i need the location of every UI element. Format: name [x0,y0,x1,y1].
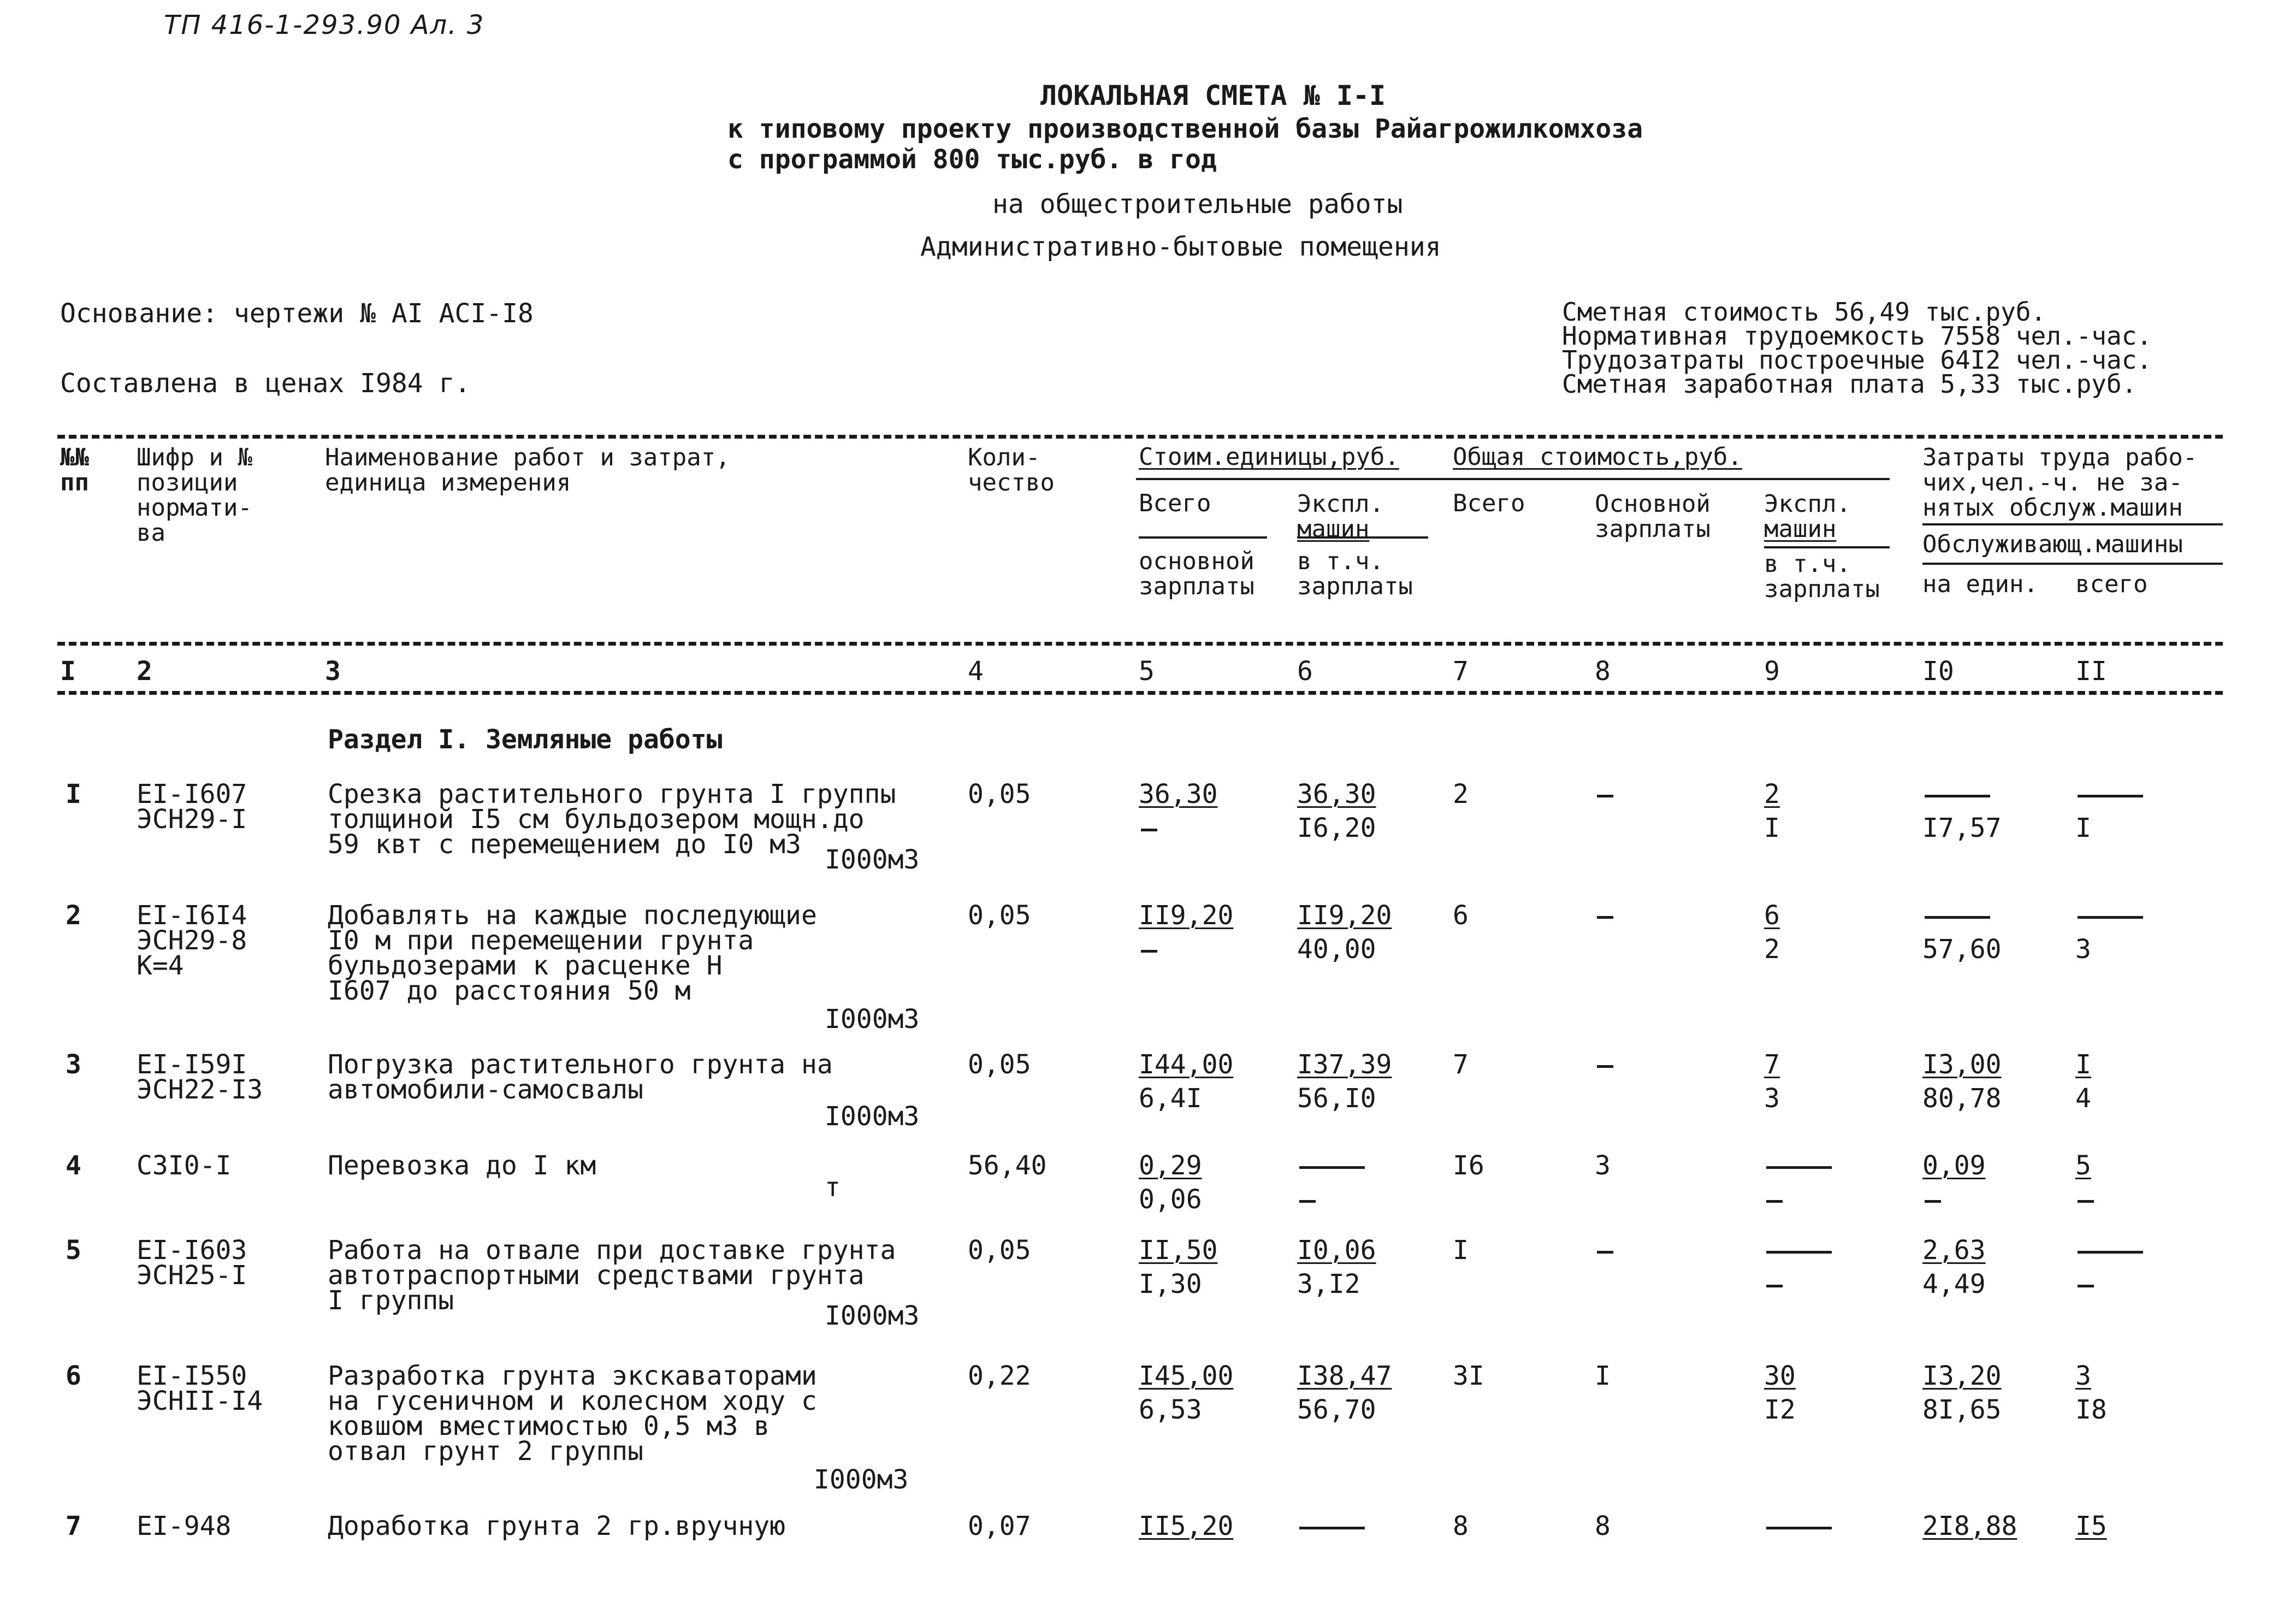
row-unit-cost-machines-dash [1299,1527,1365,1529]
row-qty: 0,07 [968,1511,1031,1541]
row-unit: I000м3 [825,844,920,875]
row-total-machine-wages-dash [1766,1200,1783,1203]
header-c8: Основной зарплаты [1595,490,1711,543]
row-labor-total-machines: 4 [2075,1083,2091,1114]
header-num: №№ пп [60,444,89,497]
row-labor-total-machines-dash [2078,1200,2094,1203]
row-qty: 56,40 [968,1150,1047,1181]
row-labor-total-machines: 3 [2075,934,2091,965]
row-code: ЕI-I59I [137,1049,247,1080]
row-number: 7 [66,1511,81,1541]
row-total-cost: I [1453,1235,1469,1266]
row-number: 4 [66,1150,81,1181]
row-name: Перевозка до I км [328,1150,596,1181]
row-name: I0 м при перемещении грунта [328,925,754,956]
header-c6a: Экспл. машин [1297,490,1384,543]
row-code: ЕI-I6I4 [137,900,247,931]
document-stamp: ТП 416-1-293.90 Ал. 3 [164,10,485,40]
row-unit: т [825,1172,841,1203]
row-labor-total-dash [2078,916,2143,919]
row-number: 2 [66,900,81,931]
column-number: 5 [1139,656,1155,687]
column-number: I0 [1922,656,1954,687]
column-number: 3 [325,656,341,687]
row-name: I607 до расстояния 50 м [328,976,691,1006]
row-total-wages: 3 [1595,1150,1611,1181]
column-number: II [2075,656,2107,687]
row-labor-unit: I3,20 [1922,1361,2002,1391]
row-labor-total-dash [2078,795,2143,797]
row-name: автотраспортными средствами грунта [328,1260,865,1291]
row-total-machines: 30 [1764,1361,1796,1391]
document-subtitle-3: на общестроительные работы [992,189,1403,220]
row-labor-total: I5 [2075,1511,2107,1541]
header-rule [1922,523,2223,525]
row-total-machines: 2 [1764,779,1780,810]
row-code: ЭСН29-I [137,804,247,835]
header-labor-sub: Обслуживающ.машины [1922,530,2183,558]
header-rule [1297,536,1428,539]
row-unit-cost-wages: I,30 [1139,1269,1202,1299]
row-labor-total: 3 [2075,1361,2091,1391]
header-c9a: Экспл. машин [1764,490,1851,543]
row-total-machines-dash [1766,1251,1832,1254]
document-subtitle-1: к типовому проекту производственной базы Райагрожилкомхоза [727,114,1643,144]
row-code: ЭСНII-I4 [137,1386,263,1416]
row-labor-unit-machines: 80,78 [1922,1083,2002,1114]
row-unit-cost-machines: I37,39 [1297,1049,1392,1080]
summary-line: Нормативная трудоемкость 7558 чел.-час. [1562,321,2152,351]
row-code: ЕI-I550 [137,1361,247,1391]
row-unit: I000м3 [825,1101,920,1132]
row-unit-cost-machines-dash [1299,1166,1365,1169]
row-labor-unit: 2,63 [1922,1235,1986,1266]
row-total-machines: 7 [1764,1049,1780,1080]
header-labor: Затраты труда рабо- чих,чел.-ч. не за- нятых обслуж.машин [1922,444,2198,522]
row-unit: I000м3 [814,1464,909,1495]
row-unit-cost-machine-wages-dash [1299,1200,1316,1203]
row-unit-cost-wages: 0,06 [1139,1184,1202,1215]
row-unit-cost-machines: I0,06 [1297,1235,1376,1266]
row-name: Работа на отвале при доставке грунта [328,1235,896,1266]
row-unit-cost-total: 36,30 [1139,779,1218,810]
row-name: отвал грунт 2 группы [328,1436,643,1467]
row-total-wages: 8 [1595,1511,1611,1541]
row-total-machine-wages: I [1764,813,1780,843]
header-code: Шифр и № позиции нормати- ва [137,444,252,547]
header-rule [1764,546,1890,548]
header-c10: на един. [1922,570,2038,598]
row-labor-unit: 0,09 [1922,1150,1986,1181]
row-name: толщиной I5 см бульдозером мощн.до [328,804,865,835]
row-total-cost: 8 [1453,1511,1469,1541]
row-total-cost: 6 [1453,900,1469,931]
row-labor-unit-machines: I7,57 [1922,813,2002,843]
row-qty: 0,22 [968,1361,1031,1391]
row-labor-unit-dash [1925,916,1990,919]
row-number: 5 [66,1235,81,1266]
row-total-wages-dash [1597,916,1613,919]
header-rule [1136,478,1890,480]
row-code: К=4 [137,950,184,981]
header-total-cost: Общая стоимость,руб. [1453,443,1742,471]
row-total-cost: 2 [1453,779,1469,810]
row-name: на гусеничном и колесном ходу с [328,1386,817,1416]
summary-line: Трудозатраты построечные 64I2 чел.-час. [1562,345,2152,375]
row-total-machines-dash [1766,1527,1832,1529]
row-qty: 0,05 [968,779,1031,810]
row-unit-cost-total: I44,00 [1139,1049,1234,1080]
row-unit-cost-machine-wages: 40,00 [1297,934,1376,965]
row-labor-total-machines: I8 [2075,1395,2107,1425]
row-unit-cost-total: II9,20 [1139,900,1234,931]
row-labor-total: 5 [2075,1150,2091,1181]
document-subtitle-4: Административно-бытовые помещения [920,232,1441,262]
row-name: Доработка грунта 2 гр.вручную [328,1511,786,1541]
row-qty: 0,05 [968,1049,1031,1080]
row-total-machine-wages-dash [1766,1285,1783,1287]
row-labor-total-dash [2078,1251,2143,1254]
basis-line: Основание: чертежи № АI АСI-I8 [60,298,534,329]
dashed-rule [57,435,2223,439]
row-total-machines: 6 [1764,900,1780,931]
row-unit-cost-total: II5,20 [1139,1511,1234,1541]
column-number: 2 [137,656,152,687]
row-unit-cost-machine-wages: 56,70 [1297,1395,1376,1425]
document-title: ЛОКАЛЬНАЯ СМЕТА № I-I [1040,80,1386,111]
row-number: 6 [66,1361,81,1391]
row-total-wages-dash [1597,1065,1613,1068]
row-total-cost: I6 [1453,1150,1484,1181]
header-rule [1139,536,1267,539]
column-number: I [60,656,76,687]
row-unit-cost-machine-wages: I6,20 [1297,813,1376,843]
header-name: Наименование работ и затрат, единица измерения [325,444,730,497]
row-name: Разработка грунта экскаваторами [328,1361,817,1391]
row-name: Погрузка растительного грунта на [328,1049,833,1080]
column-number: 9 [1764,656,1780,687]
row-unit-cost-wages: 6,53 [1139,1395,1202,1425]
row-total-wages-dash [1597,795,1613,797]
header-unit-cost: Стоим.единицы,руб. [1139,443,1399,471]
row-labor-unit: 2I8,88 [1922,1511,2017,1541]
row-unit: I000м3 [825,1301,920,1331]
row-name: автомобили-самосвалы [328,1074,643,1105]
row-code: ЕI-948 [137,1511,232,1541]
row-qty: 0,05 [968,900,1031,931]
document-subtitle-2: с программой 800 тыс.руб. в год [727,144,1217,175]
header-c6b: в т.ч. зарплаты [1297,547,1413,600]
row-total-machine-wages: I2 [1764,1395,1796,1425]
row-labor-unit-machines: 4,49 [1922,1269,1986,1299]
row-unit-cost-machines: 36,30 [1297,779,1376,810]
row-name: ковшом вместимостью 0,5 м3 в [328,1411,770,1441]
row-unit-cost-wages-dash [1141,950,1157,953]
row-total-machines-dash [1766,1166,1832,1169]
header-c5a: Всего [1139,489,1211,517]
row-unit-cost-wages: 6,4I [1139,1083,1202,1114]
row-unit: I000м3 [825,1004,920,1035]
row-unit-cost-total: 0,29 [1139,1150,1202,1181]
row-labor-total: I [2075,1049,2091,1080]
row-code: СЗI0-I [137,1150,232,1181]
column-number: 4 [968,656,984,687]
row-labor-unit: I3,00 [1922,1049,2002,1080]
column-number: 8 [1595,656,1611,687]
header-c11: всего [2075,570,2148,598]
row-code: ЭСН22-I3 [137,1074,263,1105]
row-total-wages-dash [1597,1251,1613,1254]
row-code: ЭСН25-I [137,1260,247,1291]
prices-line: Составлена в ценах I984 г. [60,368,471,399]
column-number: 6 [1297,656,1313,687]
row-name: I группы [328,1285,454,1316]
column-number: 7 [1453,656,1469,687]
row-labor-total-machines-dash [2078,1285,2094,1287]
row-total-wages: I [1595,1361,1611,1391]
row-qty: 0,05 [968,1235,1031,1266]
row-unit-cost-machine-wages: 3,I2 [1297,1269,1360,1299]
dashed-rule [57,691,2223,695]
row-code: ЕI-I603 [137,1235,247,1266]
row-name: 59 квт с перемещением до I0 м3 [328,829,801,860]
dashed-rule [57,642,2223,646]
row-unit-cost-total: II,50 [1139,1235,1218,1266]
header-qty: Коли- чество [968,444,1055,497]
row-labor-unit-machines: 8I,65 [1922,1395,2002,1425]
row-code: ЭСН29-8 [137,925,247,956]
row-unit-cost-machines: I38,47 [1297,1361,1392,1391]
row-unit-cost-machine-wages: 56,I0 [1297,1083,1376,1114]
row-name: Срезка растительного грунта I группы [328,779,896,810]
row-labor-unit-machines-dash [1925,1200,1941,1203]
header-c5b: основной зарплаты [1139,547,1254,600]
row-name: Добавлять на каждые последующие [328,900,817,931]
summary-line: Сметная стоимость 56,49 тыс.руб. [1562,297,2046,327]
row-name: бульдозерами к расценке Н [328,950,723,981]
row-total-cost: 7 [1453,1049,1469,1080]
row-number: I [66,779,81,810]
row-labor-unit-machines: 57,60 [1922,934,2002,965]
row-unit-cost-machines: II9,20 [1297,900,1392,931]
row-total-machine-wages: 3 [1764,1083,1780,1114]
row-labor-unit-dash [1925,795,1990,797]
header-c9b: в т.ч. зарплаты [1764,550,1880,603]
row-unit-cost-total: I45,00 [1139,1361,1234,1391]
row-number: 3 [66,1049,81,1080]
section-heading: Раздел I. Земляные работы [328,724,723,755]
row-total-cost: 3I [1453,1361,1484,1391]
row-code: ЕI-I607 [137,779,247,810]
summary-line: Сметная заработная плата 5,33 тыс.руб. [1562,369,2137,399]
row-total-machine-wages: 2 [1764,934,1780,965]
header-rule [1922,563,2223,565]
row-labor-total-machines: I [2075,813,2091,843]
row-unit-cost-wages-dash [1141,829,1157,831]
header-c7: Всего [1453,489,1525,517]
